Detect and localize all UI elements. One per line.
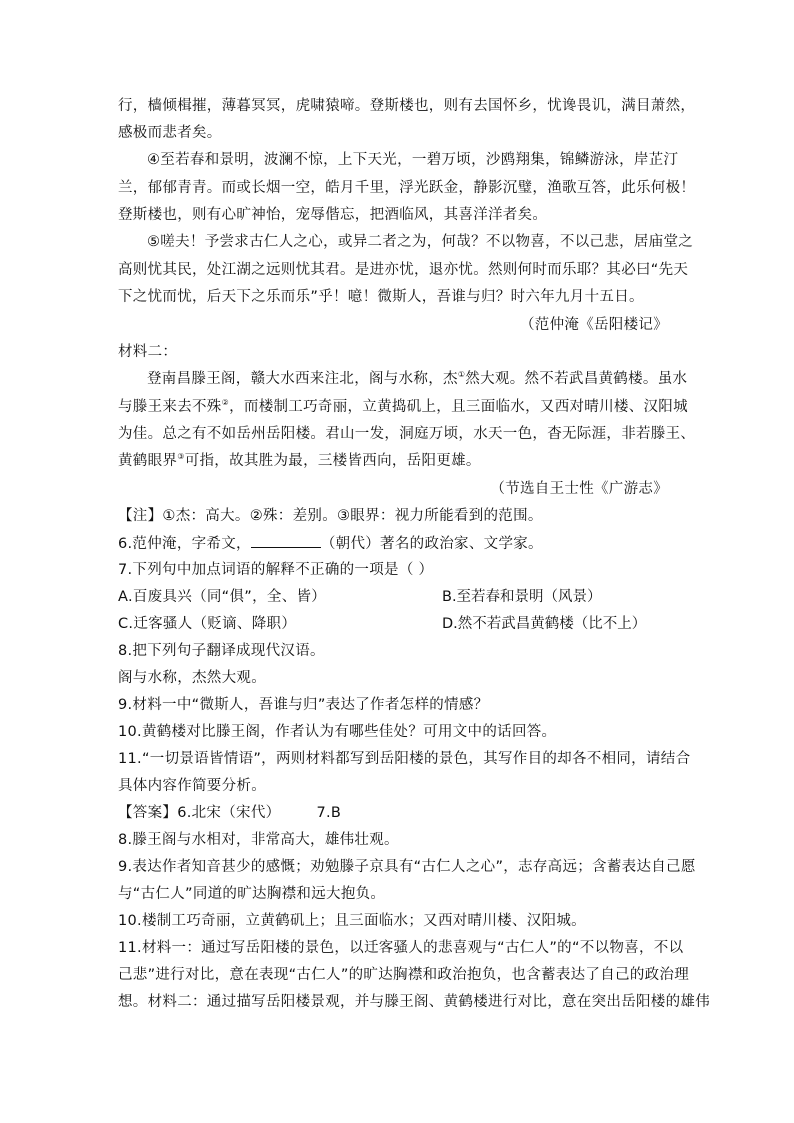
footnote-marker: ③: [177, 452, 185, 462]
question-11-cont: 具体内容作简要分析。: [118, 778, 266, 794]
answer-11: 11.材料一：通过写岳阳楼的景色，以迁客骚人的悲喜观与“古仁人”的“不以物喜，不以: [118, 940, 684, 956]
passage-paragraph-5: ⑤嗟夫！予尝求古仁人之心，或异二者之为，何哉？不以物喜，不以己悲，居庙堂之: [147, 234, 694, 250]
option-b: B.至若春和景明（风景）: [442, 589, 602, 605]
question-6: [118, 533, 678, 554]
answer-9-cont: 与“古仁人”同道的旷达胸襟和远大抱负。: [118, 886, 386, 902]
passage-line: 行，樯倾楫摧，薄暮冥冥，虎啸猿啼。登斯楼也，则有去国怀乡，忧谗畏讥，满目萧然，: [118, 98, 696, 114]
material-heading: 材料二：: [118, 344, 178, 360]
passage-paragraph-4: ④至若春和景明，波澜不惊，上下天光，一碧万顷，沙鸥翔集，锦鳞游泳，岸芷汀: [147, 152, 679, 168]
passage-line: 高则忧其民，处江湖之远则忧其君。是进亦忧，退亦忧。然则何时而乐耶？其必曰“先天: [118, 262, 689, 278]
footnote: 【注】①杰：高大。②殊：差别。③眼界：视力所能看到的范围。: [118, 508, 543, 524]
source-citation-1: （范仲淹《岳阳楼记》: [520, 317, 668, 333]
text-segment: 然大观。然不若武昌黄鹤楼。虽水: [465, 371, 688, 387]
option-a: A.百废具兴（同“俱”，全、皆）: [118, 589, 327, 605]
passage-line: 为佳。总之有不如岳州岳阳楼。君山一发，洞庭万顷，水天一色，杳无际涯，非若滕王、: [118, 426, 696, 442]
answer-10: 10.楼制工巧奇丽，立黄鹤矶上；且三面临水；又西对晴川楼、汉阳城。: [118, 913, 586, 929]
answer-8: 8.滕王阁与水相对，非常高大，雄伟壮观。: [118, 832, 399, 848]
text-segment: 黄鹤眼界: [118, 453, 178, 469]
passage-line: 兰，郁郁青青。而或长烟一空，皓月千里，浮光跃金，静影沉璧，渔歌互答，此乐何极！: [118, 180, 696, 196]
answer-label: 【答案】6.北宋（宋代）: [118, 805, 281, 821]
passage-line: [118, 397, 688, 417]
text-segment: 登南昌滕王阁，赣大水西来注北，阁与水称，杰: [147, 371, 458, 387]
passage-line: 感极而悲者矣。: [118, 125, 222, 141]
text-segment: 可指，故其胜为最，三楼皆西向，岳阳更雄。: [184, 453, 481, 469]
footnote-marker: ①: [457, 370, 466, 380]
passage-line: [147, 369, 707, 389]
answer-11-cont: 己悲”进行对比，意在表现“古仁人”的旷达胸襟和政治抱负，也含蓄表达了自己的政治理: [118, 967, 690, 983]
answer-blank: [251, 533, 321, 548]
text-segment: 6.范仲淹，字希文，: [118, 536, 251, 552]
answer-6-7: [118, 803, 678, 823]
answer-9: 9.表达作者知音甚少的感慨；劝勉滕子京具有“古仁人之心”，志存高远；含蓄表达自己愿: [118, 859, 696, 875]
answer-11-cont: 想。材料二：通过描写岳阳楼景观，并与滕王阁、黄鹤楼进行对比，意在突出岳阳楼的雄伟: [118, 994, 710, 1010]
passage-line: [118, 451, 678, 471]
passage-line: 登斯楼也，则有心旷神怡，宠辱偕忘，把酒临风，其喜洋洋者矣。: [118, 207, 548, 223]
footnote-marker: ②: [221, 398, 230, 408]
text-segment: （朝代）著名的政治家、文学家。: [320, 536, 543, 552]
question-8-sentence: 阁与水称，杰然大观。: [118, 670, 266, 686]
question-11: 11.“一切景语皆情语”，两则材料都写到岳阳楼的景色，其写作目的却各不相同，请结合: [118, 751, 691, 767]
answer-7: 7.B: [316, 805, 342, 821]
question-10: 10.黄鹤楼对比滕王阁，作者认为有哪些佳处？可用文中的话回答。: [118, 724, 557, 740]
source-citation-2: （节选自王士性《广游志》: [490, 481, 668, 497]
question-7: 7.下列句中加点词语的解释不正确的一项是（ ）: [118, 562, 434, 578]
passage-line: 下之忧而忧，后天下之乐而乐”乎！噫！微斯人，吾谁与归？时六年九月十五日。: [118, 289, 644, 305]
question-8: 8.把下列句子翻译成现代汉语。: [118, 643, 325, 659]
option-c: C.迁客骚人（贬谪、降职）: [118, 616, 297, 632]
question-9: 9.材料一中“微斯人，吾谁与归”表达了作者怎样的情感？: [118, 697, 489, 713]
option-d: D.然不若武昌黄鹤楼（比不上）: [442, 616, 647, 632]
text-segment: 与滕王来去不殊: [118, 399, 222, 415]
text-segment: ，而楼制工巧奇丽，立黄捣矶上，且三面临水，又西对晴川楼、汉阳城: [229, 399, 688, 415]
